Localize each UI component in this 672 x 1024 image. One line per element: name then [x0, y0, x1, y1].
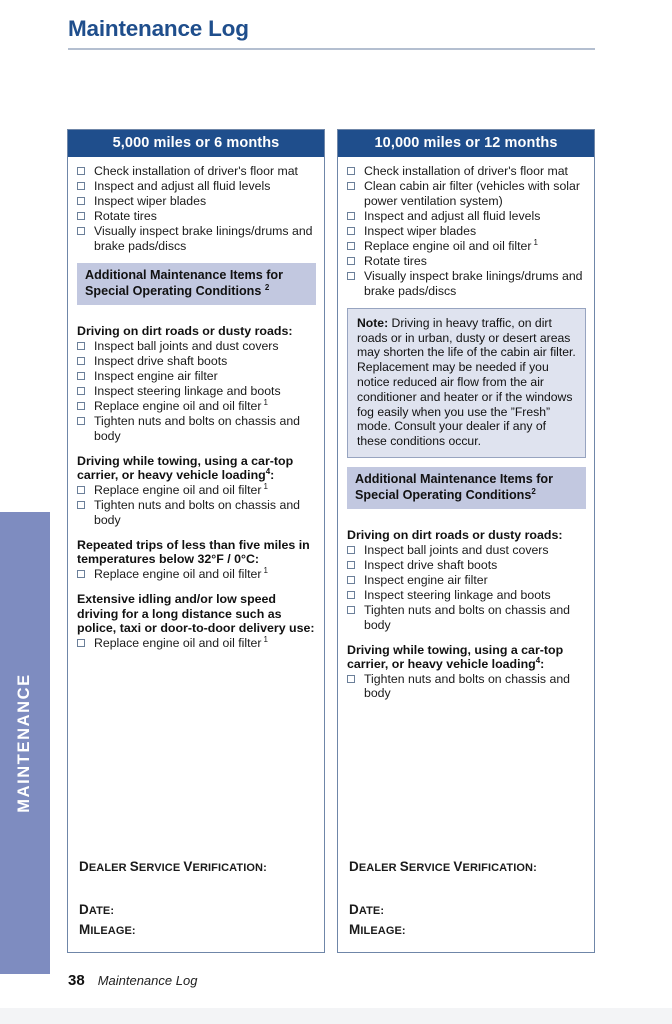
checklist-item-label: Replace engine oil and oil filter $^1$ [94, 634, 268, 650]
checklist-item[interactable] [347, 603, 586, 632]
primary-checklist [347, 164, 586, 299]
maintenance-columns [67, 129, 596, 953]
checklist-item-label: Check installation of driver's floor mat [94, 164, 298, 178]
checklist-item-label: Replace engine oil and oil filter $^1$ [94, 397, 268, 414]
checklist-item-label: Inspect drive shaft boots [364, 557, 498, 572]
checkbox-icon[interactable] [77, 342, 85, 350]
page-title: Maintenance Log [68, 16, 249, 41]
checkbox-icon[interactable] [77, 212, 85, 220]
checklist-item[interactable] [347, 179, 586, 208]
condition-title: Repeated trips of less than five miles in temperatures below 32°F / 0°C: [77, 537, 310, 567]
condition-group [77, 444, 316, 528]
dealer-verification-block [77, 859, 316, 952]
checklist-item[interactable] [347, 573, 586, 588]
footnote-ref: 4 [265, 467, 271, 477]
checklist-item[interactable] [77, 194, 316, 209]
checkbox-icon[interactable] [347, 576, 355, 584]
checkbox-icon[interactable] [77, 417, 85, 425]
additional-items-header [347, 467, 586, 509]
checklist-item-label: Inspect steering linkage and boots [94, 383, 281, 398]
dealer-service-verification-label: DEALER SERVICE VERIFICATION: [79, 859, 267, 874]
checklist-item[interactable] [347, 254, 586, 269]
checkbox-icon[interactable] [77, 570, 85, 578]
checkbox-icon[interactable] [77, 197, 85, 205]
checkbox-icon[interactable] [347, 606, 355, 614]
checkbox-icon[interactable] [347, 561, 355, 569]
page-bottom-strip [0, 1008, 672, 1024]
checklist-item[interactable] [77, 384, 316, 399]
condition-group [77, 314, 316, 444]
checklist-item[interactable] [77, 164, 316, 179]
condition-group [347, 518, 586, 633]
footer-page-number: 38 [68, 972, 85, 989]
checklist-item[interactable] [347, 239, 586, 254]
checklist-item-label: Replace engine oil and oil filter $^1$ [94, 565, 268, 581]
checklist-item-label: Clean cabin air filter (vehicles with solar power ventilation system) [364, 179, 580, 208]
checklist-item[interactable] [77, 369, 316, 384]
maintenance-column-1 [67, 129, 325, 953]
checklist-item[interactable] [77, 636, 316, 651]
checkbox-icon[interactable] [347, 591, 355, 599]
footnote-ref: 1 [533, 237, 538, 247]
checklist-item[interactable] [347, 164, 586, 179]
checklist-item-label: Inspect wiper blades [364, 223, 477, 238]
checkbox-icon[interactable] [347, 182, 355, 190]
checkbox-icon[interactable] [77, 182, 85, 190]
checkbox-icon[interactable] [77, 387, 85, 395]
additional-items-line1: Additional Maintenance Items for [355, 472, 554, 487]
checklist-item-label: Inspect ball joints and dust covers [94, 338, 279, 353]
checklist-item[interactable] [77, 483, 316, 498]
checklist-item-label: Inspect wiper blades [94, 194, 207, 209]
condition-group [347, 633, 586, 702]
condition-title: Driving on dirt roads or dusty roads: [347, 528, 563, 543]
checkbox-icon[interactable] [77, 357, 85, 365]
footnote-ref: 2 [531, 486, 536, 496]
checklist-item[interactable] [77, 354, 316, 369]
checklist-item-label: Tighten nuts and bolts on chassis and body [94, 498, 300, 527]
checklist-item[interactable] [347, 672, 586, 701]
checklist-item[interactable] [347, 224, 586, 239]
checkbox-icon[interactable] [347, 546, 355, 554]
condition-title: Driving while towing, using a car-top carrier, or heavy vehicle loading$^4$: [77, 453, 294, 483]
checkbox-icon[interactable] [347, 242, 355, 250]
checklist-item[interactable] [347, 269, 586, 298]
note-text: Driving in heavy traffic, on dirt roads or in urban, dusty or desert areas may shorten the life of the cabin air filter. Replacement may be needed if you notice reduced air flow from the air conditioner and heater or if the windows fog easily when you use the ”Fresh” mode. Consult your dealer if any of these conditions occur. [357, 315, 576, 449]
checklist-item-label: Tighten nuts and bolts on chassis and body [364, 671, 570, 701]
section-tab-label: MAINTENANCE [14, 673, 33, 813]
checkbox-icon[interactable] [77, 372, 85, 380]
checklist-item[interactable] [77, 339, 316, 354]
checklist-item[interactable] [77, 498, 316, 527]
date-label: DATE: [79, 902, 115, 917]
footnote-ref: 1 [263, 634, 268, 644]
checkbox-icon[interactable] [347, 227, 355, 235]
checkbox-icon[interactable] [77, 639, 85, 647]
additional-items-header [77, 263, 316, 305]
checkbox-icon[interactable] [347, 257, 355, 265]
checkbox-icon[interactable] [77, 486, 85, 494]
checklist-item-label: Inspect engine air filter [94, 368, 218, 383]
checklist-item-label: Inspect and adjust all fluid levels [94, 179, 271, 194]
checklist-item[interactable] [77, 209, 316, 224]
condition-title: Driving on dirt roads or dusty roads: [77, 324, 293, 339]
section-tab-maintenance [0, 512, 50, 974]
checkbox-icon[interactable] [347, 675, 355, 683]
checklist-item-label: Tighten nuts and bolts on chassis and body [94, 414, 300, 443]
mileage-label: MILEAGE: [79, 922, 136, 937]
checkbox-icon[interactable] [347, 212, 355, 220]
date-label: DATE: [349, 902, 385, 917]
dealer-verification-block [347, 859, 586, 952]
checklist-item-label: Inspect ball joints and dust covers [364, 542, 549, 557]
condition-checklist [77, 339, 316, 444]
column-header: 10,000 miles or 12 months [338, 130, 594, 157]
primary-checklist [77, 164, 316, 254]
checklist-item-label: Inspect and adjust all fluid levels [364, 208, 541, 223]
checklist-item-label: Inspect engine air filter [364, 572, 488, 587]
condition-checklist [77, 483, 316, 527]
column-header: 5,000 miles or 6 months [68, 130, 324, 157]
checklist-item[interactable] [347, 543, 586, 558]
checklist-item-label: Tighten nuts and bolts on chassis and body [364, 602, 570, 632]
checkbox-icon[interactable] [77, 402, 85, 410]
checklist-item-label: Inspect drive shaft boots [94, 353, 228, 368]
checklist-item[interactable] [77, 414, 316, 443]
checklist-item[interactable] [77, 179, 316, 194]
title-divider [68, 48, 595, 50]
mileage-label: MILEAGE: [349, 922, 406, 937]
checklist-item[interactable] [347, 588, 586, 603]
checkbox-icon[interactable] [77, 501, 85, 509]
footnote-ref: 1 [263, 397, 268, 407]
checklist-item-label: Replace engine oil and oil filter $^1$ [364, 237, 538, 253]
footnote-ref: 4 [535, 656, 541, 666]
checklist-item-label: Visually inspect brake linings/drums and brake pads/discs [364, 269, 583, 298]
footnote-ref: 1 [263, 481, 268, 491]
checklist-item-label: Rotate tires [94, 209, 157, 224]
condition-group [77, 582, 316, 651]
checkbox-icon[interactable] [77, 167, 85, 175]
footer-section-label: Maintenance Log [97, 973, 198, 988]
checklist-item[interactable] [77, 399, 316, 414]
maintenance-column-2 [337, 129, 595, 953]
note-box [347, 308, 586, 458]
column-body [338, 157, 594, 952]
condition-title: Extensive idling and/or low speed driving for a long distance such as police, taxi or door-to-door delivery use: [77, 592, 315, 636]
page-footer [68, 972, 197, 989]
condition-title: Driving while towing, using a car-top carrier, or heavy vehicle loading$^4$: [347, 642, 564, 672]
condition-checklist [347, 672, 586, 701]
checkbox-icon[interactable] [347, 167, 355, 175]
checklist-item[interactable] [77, 224, 316, 253]
additional-items-line2: Special Operating Conditions [355, 487, 532, 502]
checklist-item[interactable] [77, 567, 316, 582]
column-body [68, 157, 324, 952]
dealer-service-verification-label: DEALER SERVICE VERIFICATION: [349, 859, 537, 874]
additional-items-line2: Special Operating Conditions [85, 283, 262, 298]
condition-checklist [347, 543, 586, 633]
checklist-item-label: Replace engine oil and oil filter $^1$ [94, 481, 268, 497]
checklist-item[interactable] [347, 209, 586, 224]
condition-group [77, 528, 316, 582]
condition-checklist [77, 636, 316, 651]
checklist-item-label: Rotate tires [364, 254, 427, 269]
condition-checklist [77, 567, 316, 582]
note-label: Note: [357, 315, 389, 330]
checkbox-icon[interactable] [347, 272, 355, 280]
checkbox-icon[interactable] [77, 227, 85, 235]
checklist-item-label: Check installation of driver's floor mat [364, 164, 568, 178]
checklist-item[interactable] [347, 558, 586, 573]
checklist-item-label: Inspect steering linkage and boots [364, 587, 551, 602]
footnote-ref: 2 [264, 282, 270, 292]
checklist-item-label: Visually inspect brake linings/drums and brake pads/discs [94, 224, 313, 253]
footnote-ref: 1 [263, 565, 268, 575]
additional-items-line1: Additional Maintenance Items for [85, 268, 284, 283]
